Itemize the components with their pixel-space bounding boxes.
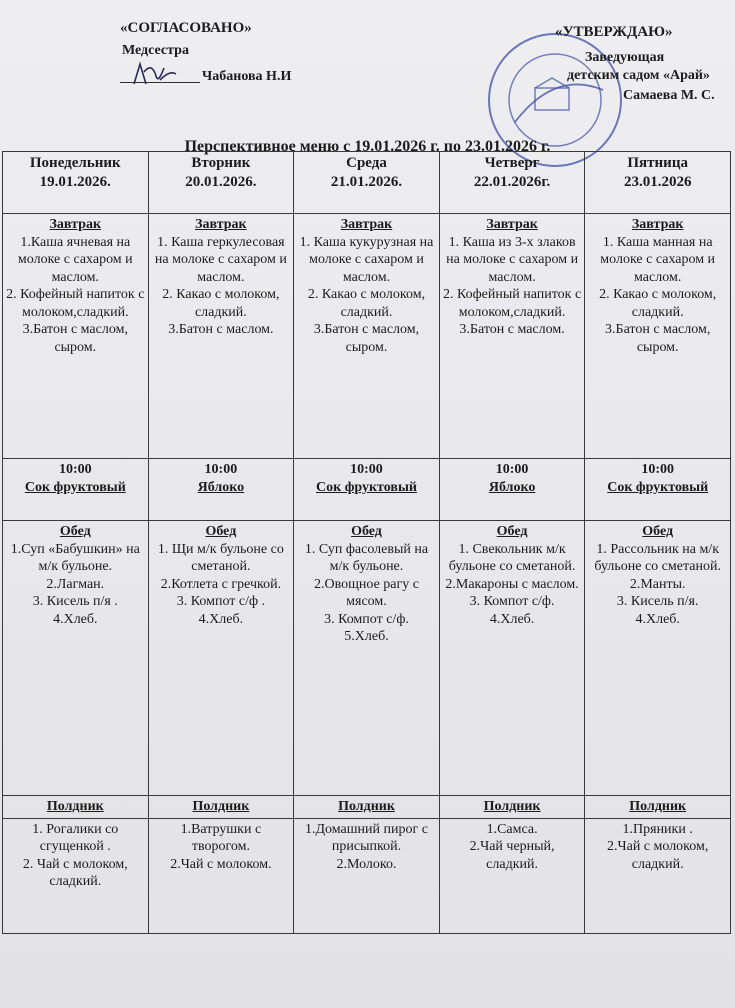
day-header: Понедельник 19.01.2026.: [3, 152, 149, 214]
approve-label: «УТВЕРЖДАЮ»: [555, 24, 673, 40]
snack-cell: 10:00 Сок фруктовый: [585, 459, 731, 521]
breakfast-cell: Завтрак 1. Каша кукурузная на молоке с сахаром и маслом. 2. Какао с молоком, сладкий. 3.Батон с маслом, сыром.: [294, 214, 440, 459]
breakfast-cell: Завтрак 1. Каша манная на молоке с сахаром и маслом. 2. Какао с молоком, сладкий. 3.Батон с маслом, сыром.: [585, 214, 731, 459]
day-header: Среда 21.01.2026.: [294, 152, 440, 214]
days-row: [3, 152, 731, 214]
afternoon-title: Полдник: [585, 796, 731, 819]
snack-cell: 10:00 Яблоко: [148, 459, 294, 521]
lunch-cell: Обед 1. Рассольник на м/к бульоне со сметаной. 2.Манты. 3. Кисель п/я. 4.Хлеб.: [585, 521, 731, 796]
menu-table: [2, 151, 731, 934]
snack-cell: 10:00 Сок фруктовый: [3, 459, 149, 521]
afternoon-title: Полдник: [294, 796, 440, 819]
nurse-signature-icon: [130, 58, 190, 88]
nurse-title: Медсестра: [122, 43, 189, 58]
afternoon-cell: 1.Ватрушки с творогом. 2.Чай с молоком.: [148, 818, 294, 933]
approve-block: [555, 24, 715, 103]
day-header: Пятница 23.01.2026: [585, 152, 731, 214]
agreed-label: «СОГЛАСОВАНО»: [120, 20, 252, 36]
snack-row: [3, 459, 731, 521]
head-name: Самаева М. С.: [623, 88, 715, 103]
head-org: детским садом «Арай»: [567, 68, 710, 83]
nurse-name: Чабанова Н.И: [202, 69, 292, 84]
afternoon-title: Полдник: [439, 796, 585, 819]
breakfast-cell: Завтрак 1.Каша ячневая на молоке с сахаром и маслом. 2. Кофейный напиток с молоком,сладкий. 3.Батон с маслом, сыром.: [3, 214, 149, 459]
lunch-cell: Обед 1. Щи м/к бульоне со сметаной. 2.Котлета с гречкой. 3. Компот с/ф . 4.Хлеб.: [148, 521, 294, 796]
afternoon-title: Полдник: [148, 796, 294, 819]
breakfast-cell: Завтрак 1. Каша из 3-х злаков на молоке с сахаром и маслом. 2. Кофейный напиток с молоком,сладкий. 3.Батон с маслом.: [439, 214, 585, 459]
lunch-cell: Обед 1. Свекольник м/к бульоне со сметаной. 2.Макароны с маслом. 3. Компот с/ф. 4.Хлеб.: [439, 521, 585, 796]
lunch-cell: Обед 1. Суп фасолевый на м/к бульоне. 2.Овощное рагу с мясом. 3. Компот с/ф. 5.Хлеб.: [294, 521, 440, 796]
head-title: Заведующая: [585, 50, 665, 65]
afternoon-cell: 1.Пряники . 2.Чай с молоком, сладкий.: [585, 818, 731, 933]
afternoon-cell: 1.Домашний пирог с присыпкой. 2.Молоко.: [294, 818, 440, 933]
afternoon-header-row: [3, 796, 731, 819]
day-header: Вторник 20.01.2026.: [148, 152, 294, 214]
snack-cell: 10:00 Яблоко: [439, 459, 585, 521]
afternoon-cell: 1.Самса. 2.Чай черный, сладкий.: [439, 818, 585, 933]
page-title: Перспективное меню с 19.01.2026 г. по 23.01.2026 г.: [184, 138, 551, 155]
agreed-block: [120, 20, 292, 84]
lunch-cell: Обед 1.Суп «Бабушкин» на м/к бульоне. 2.Лагман. 3. Кисель п/я . 4.Хлеб.: [3, 521, 149, 796]
lunch-row: [3, 521, 731, 796]
snack-cell: 10:00 Сок фруктовый: [294, 459, 440, 521]
signature-line: [120, 82, 200, 83]
breakfast-cell: Завтрак 1. Каша геркулесовая на молоке с сахаром и маслом. 2. Какао с молоком, сладкий. 3.Батон с маслом.: [148, 214, 294, 459]
day-header: Четверг 22.01.2026г.: [439, 152, 585, 214]
afternoon-cell: 1. Рогалики со сгущенкой . 2. Чай с молоком, сладкий.: [3, 818, 149, 933]
afternoon-title: Полдник: [3, 796, 149, 819]
afternoon-row: [3, 818, 731, 933]
breakfast-row: [3, 214, 731, 459]
